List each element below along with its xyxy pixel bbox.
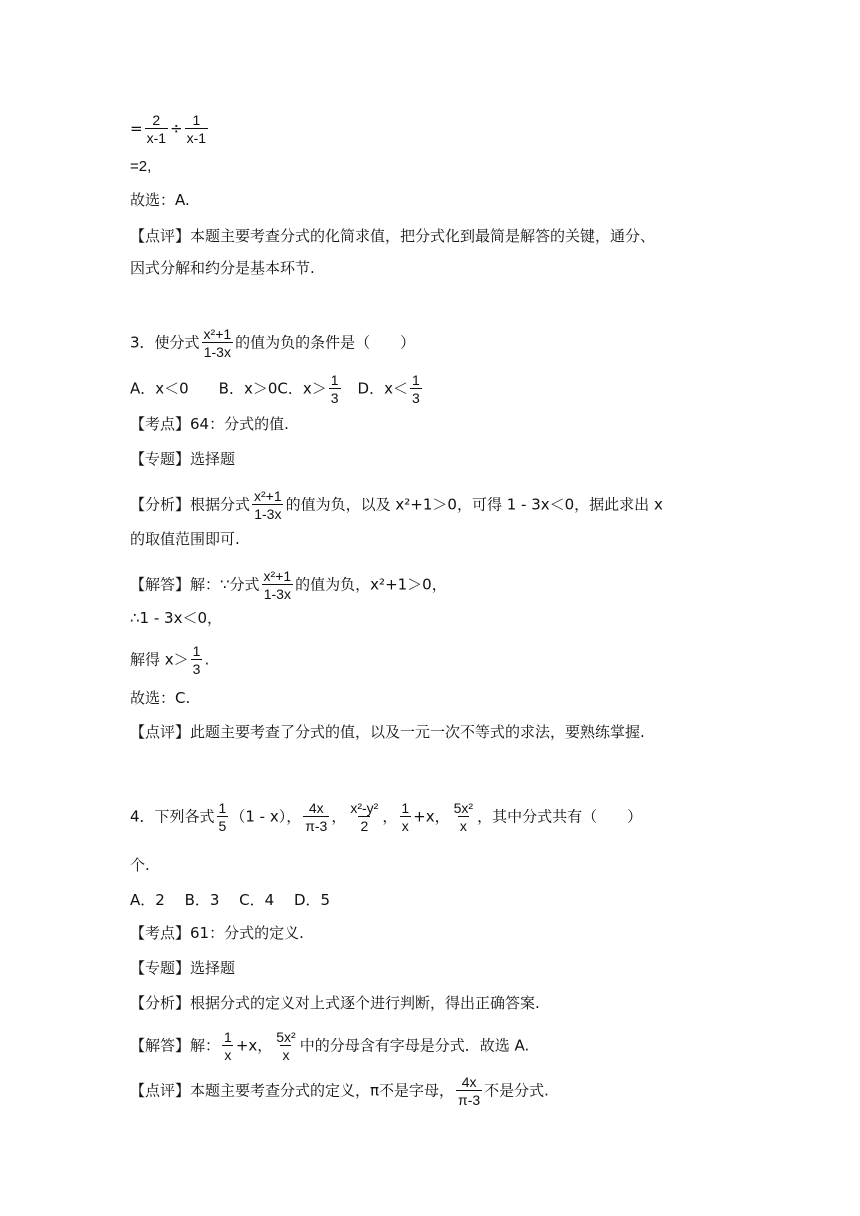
denominator: π-3	[458, 1092, 481, 1108]
text: 【点评】本题主要考查分式的定义，π不是字母，	[130, 1081, 455, 1100]
q3-therefore: ∴1 - 3x＜0，	[130, 609, 222, 627]
q3-analysis	[130, 488, 663, 522]
denominator: x-1	[186, 130, 207, 146]
denominator: 2	[360, 818, 369, 834]
q2-comment-line2: 因式分解和约分是基本环节.	[130, 259, 315, 277]
fraction	[262, 568, 294, 602]
numerator: 1	[192, 643, 201, 659]
fraction	[145, 112, 168, 146]
fraction	[222, 1029, 234, 1063]
numerator: 4x	[308, 800, 324, 816]
numerator: 1	[330, 372, 339, 388]
text: A．x＜0 B．x＞0C．x＞	[130, 379, 327, 398]
q4-analysis: 【分析】根据分式的定义对上式逐个进行判断，得出正确答案.	[130, 994, 540, 1012]
text: ，	[382, 807, 398, 826]
numerator: 2	[152, 112, 161, 128]
text: 中的分母含有字母是分式．故选 A.	[299, 1036, 530, 1055]
denominator: 3	[411, 390, 420, 406]
fraction	[303, 800, 329, 834]
q4-comment	[130, 1074, 549, 1108]
q4-stem	[130, 800, 642, 834]
q2-step2: =2,	[130, 158, 152, 175]
text: .	[204, 650, 210, 669]
q4-options: A．2 B．3 C．4 D．5	[130, 891, 331, 909]
q4-kaodian: 【考点】61：分式的定义.	[130, 924, 304, 942]
text: 的值为负，以及 x²+1＞0，可得 1 - 3x＜0，据此求出 x	[285, 495, 663, 514]
numerator: 1	[218, 800, 227, 816]
q3-analysis-line2: 的取值范围即可.	[130, 530, 240, 548]
denominator: 1-3x	[203, 344, 231, 360]
fraction	[191, 643, 203, 677]
fraction	[185, 112, 208, 146]
text: 不是分式.	[484, 1081, 549, 1100]
denominator: x	[224, 1047, 232, 1063]
denominator: 1-3x	[254, 506, 282, 522]
fraction	[329, 372, 341, 406]
q3-solution	[130, 568, 447, 602]
q3-options	[130, 372, 424, 406]
q3-choice: 故选：C.	[130, 689, 191, 707]
fraction	[410, 372, 422, 406]
fraction	[399, 800, 411, 834]
divide-sign: ÷	[170, 119, 183, 138]
fraction	[202, 326, 234, 360]
text: 的值为负，x²+1＞0，	[295, 575, 447, 594]
numerator: 4x	[461, 1074, 477, 1090]
numerator: 5x²	[453, 800, 474, 816]
fraction	[217, 800, 229, 834]
fraction	[348, 800, 380, 834]
text: +x，	[235, 1036, 273, 1055]
text: ，	[331, 807, 347, 826]
numerator: 1	[224, 1029, 232, 1045]
q2-comment-line1: 【点评】本题主要考查分式的化简求值，把分式化到最简是解答的关键，通分、	[130, 227, 656, 245]
numerator: x²+1	[254, 488, 282, 504]
fraction	[252, 488, 284, 522]
denominator: x-1	[146, 130, 167, 146]
text: 【解答】解：∵分式	[130, 575, 260, 594]
text: D．x＜	[342, 379, 408, 398]
q4-zhuanti: 【专题】选择题	[130, 959, 236, 977]
q3-zhuanti: 【专题】选择题	[130, 450, 236, 468]
q3-solve	[130, 643, 209, 677]
denominator: π-3	[305, 818, 328, 834]
q3-kaodian: 【考点】64：分式的值.	[130, 415, 289, 433]
numerator: 1	[192, 112, 201, 128]
numerator: 5x²	[276, 1029, 296, 1045]
q3-stem	[130, 326, 415, 360]
numerator: x²-y²	[350, 800, 379, 816]
denominator: 1-3x	[263, 586, 291, 602]
denominator: x	[401, 818, 409, 834]
text: +x，	[413, 807, 450, 826]
text: 【解答】解：	[130, 1036, 221, 1055]
numerator: 1	[411, 372, 420, 388]
fraction	[452, 800, 475, 834]
denominator: 3	[330, 390, 339, 406]
text: 3．使分式	[130, 333, 200, 352]
numerator: 1	[401, 800, 410, 816]
q3-comment: 【点评】此题主要考查了分式的值，以及一元一次不等式的求法，要熟练掌握.	[130, 723, 645, 741]
q2-step1	[130, 112, 210, 146]
text: 解得 x＞	[130, 650, 189, 669]
text: ，其中分式共有（ ）	[477, 807, 643, 826]
text: 的值为负的条件是（ ）	[235, 333, 416, 352]
text: 4．下列各式	[130, 807, 215, 826]
fraction	[274, 1029, 297, 1063]
q4-stem-line2: 个.	[130, 856, 150, 874]
equals: =	[130, 119, 143, 138]
denominator: x	[282, 1047, 290, 1063]
numerator: x²+1	[263, 568, 292, 584]
denominator: 5	[218, 818, 227, 834]
text: 【分析】根据分式	[130, 495, 251, 514]
numerator: x²+1	[203, 326, 232, 342]
denominator: x	[459, 818, 467, 834]
denominator: 3	[192, 661, 201, 677]
fraction	[456, 1074, 482, 1108]
q4-solution	[130, 1029, 529, 1063]
text: （1 - x），	[230, 807, 302, 826]
q2-choice: 故选：A.	[130, 191, 190, 209]
